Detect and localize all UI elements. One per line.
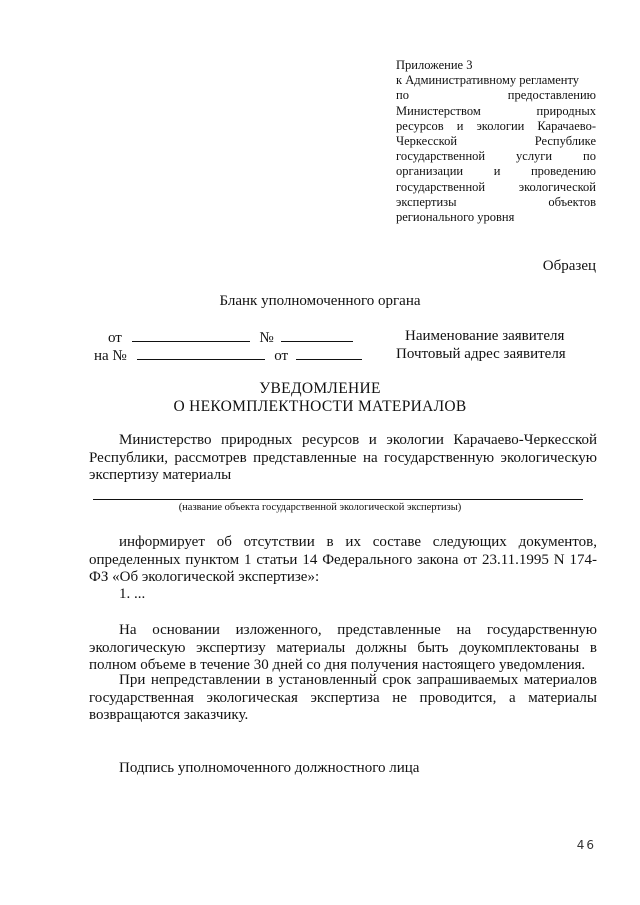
page-number: 46 (576, 838, 596, 852)
appendix-line: Министерством природных (396, 103, 596, 118)
basis-paragraph: На основании изложенного, представленные на государственную экологическую экспертизу материалы должны быть доукомплектованы в полном объеме в течение 30 дней со дня получения настоящего уведомления. (89, 622, 597, 673)
sample-label: Образец (542, 258, 596, 274)
appendix-line: государственной услуги по (396, 149, 596, 164)
appendix-line: по предоставлению (396, 88, 596, 103)
blank-title: Бланк уполномоченного органа (219, 293, 421, 309)
number-blank[interactable] (281, 328, 353, 342)
appendix-line: Черкесской Республике (396, 134, 596, 149)
reference-field-row (94, 346, 362, 365)
appendix-line: ресурсов и экологии Карачаево- (396, 118, 596, 133)
appendix-line: Приложение 3 (396, 58, 473, 72)
ref-date-blank[interactable] (296, 346, 362, 360)
document-list-item: 1. ... (119, 586, 146, 602)
ref-number-blank[interactable] (137, 346, 265, 360)
ref-from-label: от (274, 348, 289, 364)
number-label: № (259, 330, 274, 346)
appendix-line: государственной экологической (396, 179, 596, 194)
intro-paragraph: Министерство природных ресурсов и экологии Карачаево-Черкесской Республики, рассмотрев представленные на государственную экологическую экспертизу материалы (89, 432, 597, 483)
signature-label: Подпись уполномоченного должностного лица (119, 760, 420, 776)
appendix-line: организации и проведению (396, 164, 596, 179)
failure-paragraph: При непредставлении в установленный срок запрашиваемых материалов государственная экологическая экспертиза не проводится, а материалы возвращаются заказчику. (89, 672, 597, 723)
informs-paragraph: информирует об отсутствии в их составе следующих документов, определенных пунктом 1 статьи 14 Федерального закона от 23.11.1995 N 174-ФЗ «Об экологической экспертизе»: (89, 534, 597, 585)
from-label: от (108, 330, 122, 346)
object-name-caption: (название объекта государственной экологической экспертизы) (178, 502, 462, 513)
applicant-address: Почтовый адрес заявителя (396, 346, 566, 362)
ref-number-label: на № (94, 348, 127, 364)
appendix-block (396, 58, 596, 225)
date-field-row (108, 328, 353, 347)
notice-subtitle: О НЕКОМПЛЕКТНОСТИ МАТЕРИАЛОВ (173, 398, 467, 415)
appendix-line: регионального уровня (396, 210, 515, 225)
date-blank[interactable] (132, 328, 250, 342)
notice-title: УВЕДОМЛЕНИЕ (259, 380, 381, 397)
appendix-line: к Административному регламенту (396, 73, 580, 88)
object-name-line[interactable] (93, 499, 583, 500)
applicant-name: Наименование заявителя (405, 328, 565, 344)
appendix-line: экспертизы объектов (396, 194, 596, 209)
